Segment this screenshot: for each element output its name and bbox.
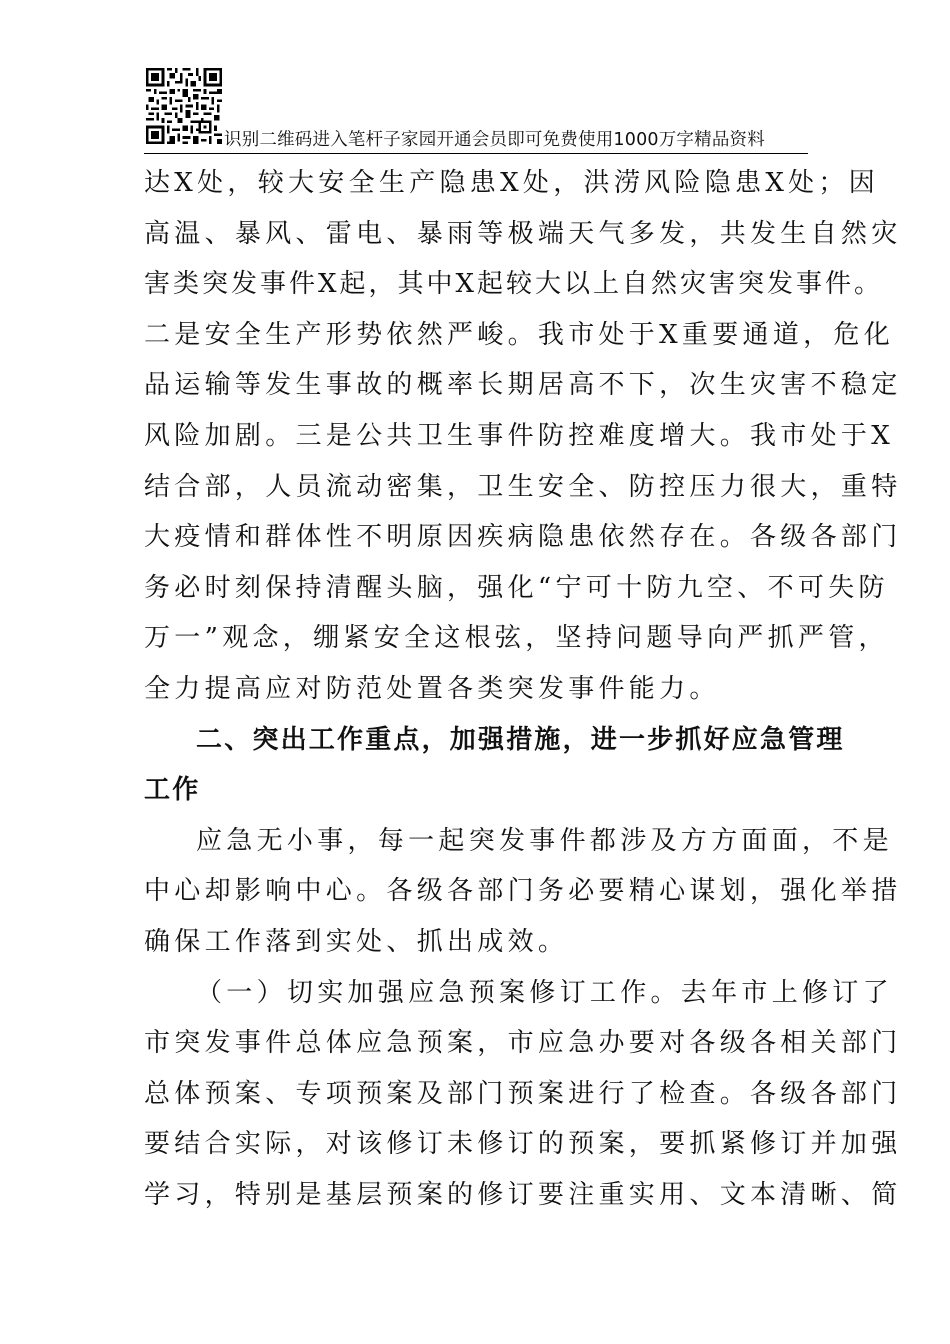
- body-line: 全力提高应对防范处置各类突发事件能力。: [144, 673, 720, 704]
- section-heading-continued: 工作: [144, 775, 201, 806]
- section-heading: 二、突出工作重点，加强措施，进一步抓好应急管理: [196, 724, 845, 755]
- body-line: 万一”观念，绷紧安全这根弦，坚持问题导向严抓严管，: [144, 623, 889, 654]
- body-line: 大疫情和群体性不明原因疾病隐患依然存在。各级各部门: [144, 522, 902, 553]
- body-line: 风险加剧。三是公共卫生事件防控难度增大。我市处于X: [144, 420, 895, 451]
- promo-banner-text: 识别二维码进入笔杆子家园开通会员即可免费使用1000万字精品资料: [224, 130, 765, 150]
- paragraph-line: 学习，特别是基层预案的修订要注重实用、文本清晰、简: [144, 1179, 902, 1210]
- paragraph-line: 中心却影响中心。各级各部门务必要精心谋划，强化举措: [144, 876, 902, 907]
- paragraph-line: 要结合实际，对该修订未修订的预案，要抓紧修订并加强: [144, 1129, 902, 1160]
- page-header: [144, 66, 808, 156]
- body-line: 高温、暴风、雷电、暴雨等极端天气多发，共发生自然灾: [144, 218, 902, 249]
- document-body: [144, 158, 902, 1220]
- qr-code-icon: [146, 68, 222, 144]
- paragraph-line: 应急无小事，每一起突发事件都涉及方方面面，不是: [196, 825, 893, 856]
- body-line: 二是安全生产形势依然严峻。我市处于X重要通道，危化: [144, 319, 895, 350]
- subsection-first-line: （一）切实加强应急预案修订工作。去年市上修订了: [196, 977, 893, 1008]
- paragraph-line: 确保工作落到实处、抓出成效。: [144, 926, 569, 957]
- body-line: 害类突发事件X起，其中X起较大以上自然灾害突发事件。: [144, 269, 884, 300]
- body-line: 达X处，较大安全生产隐患X处，洪涝风险隐患X处；因: [144, 168, 880, 198]
- header-divider: [144, 153, 808, 154]
- body-line: 品运输等发生事故的概率长期居高不下，次生灾害不稳定: [144, 370, 902, 401]
- paragraph-line: 市突发事件总体应急预案，市应急办要对各级各相关部门: [144, 1028, 902, 1059]
- paragraph-line: 总体预案、专项预案及部门预案进行了检查。各级各部门: [144, 1078, 902, 1109]
- body-line: 务必时刻保持清醒头脑，强化“宁可十防九空、不可失防: [144, 572, 889, 603]
- body-line: 结合部，人员流动密集，卫生安全、防控压力很大，重特: [144, 471, 902, 502]
